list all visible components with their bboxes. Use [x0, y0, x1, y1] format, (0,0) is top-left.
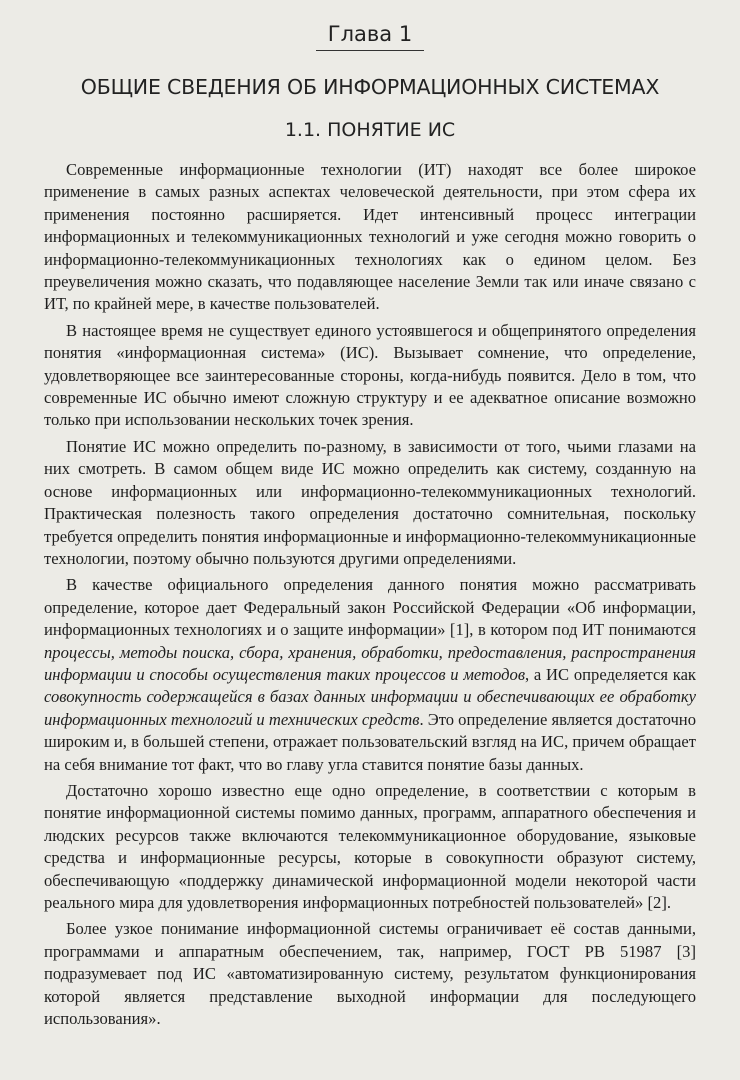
paragraph: В настоящее время не существует единого устоявшегося и общепринятого определения понятия «информационная система» (ИС). Вызывает сомнение, что определение, удовлетворяющее все заинтересованные стороны, когда-нибудь появится. Дело в том, что современные ИС обычно имеют сложную структуру и ее адекватное описание возможно только при использовании нескольких точек зрения. [44, 320, 696, 430]
paragraph-text: , а ИС определяется как [525, 664, 696, 684]
chapter-heading [44, 22, 696, 51]
paragraph [44, 574, 696, 776]
paragraph: Достаточно хорошо известно еще одно определение, в соответствии с которым в понятие информационной системы помимо данных, программ, аппаратного обеспечения и людских ресурсов также включаются телекоммуникационное оборудование, языковые средства и информационные ресурсы, которые в совокупности образуют систему, обеспечивающую «поддержку динамической информационной модели некоторой части реального мира для удовлетворения информационных потребностей пользователей» [2]. [44, 780, 696, 912]
italic-text: процессы, методы поиска, сбора, хранения, обработки, предоставления, распространения информации и способы осуществления таких процессов и методов [44, 642, 696, 684]
paragraph-text: . Это определение является достаточно широким и, в большей степени, отражает пользовательский взгляд на ИС, причем обращает на себя внимание тот факт, что во главу угла ставится понятие базы данных. [44, 709, 696, 774]
paragraph: Понятие ИС можно определить по-разному, в зависимости от того, чьими глазами на них смотреть. В самом общем виде ИС можно определить как систему, созданную на основе информационных или информационно-телекоммуникационных технологий. Практическая полезность такого определения достаточно сомнительная, поскольку требуется определить понятия информационные и информационно-телекоммуникационные технологии, поэтому обычно пользуются другими определениями. [44, 436, 696, 568]
paragraph: Современные информационные технологии (ИТ) находят все более широкое применение в самых разных аспектах человеческой деятельности, при этом сфера их применения постоянно расширяется. Идет интенсивный процесс интеграции информационных и телекоммуникационных технологий и уже сегодня можно говорить о информационно-телекоммуникационных технологиях как о едином целом. Без преувеличения можно сказать, что подавляющее население Земли так или иначе связано с ИТ, по крайней мере, в качестве пользователей. [44, 160, 696, 314]
chapter-title: ОБЩИЕ СВЕДЕНИЯ ОБ ИНФОРМАЦИОННЫХ СИСТЕМАХ [80, 75, 660, 99]
italic-text: совокупность содержащейся в базах данных информации и обеспечивающих ее обработку информационных технологий и технических средств [44, 687, 696, 729]
chapter-label: Глава 1 [316, 22, 424, 51]
paragraph-text: В качестве официального определения данного понятия можно рассматривать определение, которое дает Федеральный закон Российской Федерации «Об информации, информационных технологиях и о защите информации» [1], в котором под ИТ понимаются [44, 575, 696, 640]
paragraph: Более узкое понимание информационной системы ограничивает её состав данными, программами и аппаратным обеспечением, так, например, ГОСТ РВ 51987 [3] подразумевает под ИС «автоматизированную систему, результатом функционирования которой является представление выходной информации для последующего использования». [44, 919, 696, 1029]
section-title: 1.1. ПОНЯТИЕ ИС [284, 119, 456, 141]
body-text [44, 159, 696, 1030]
